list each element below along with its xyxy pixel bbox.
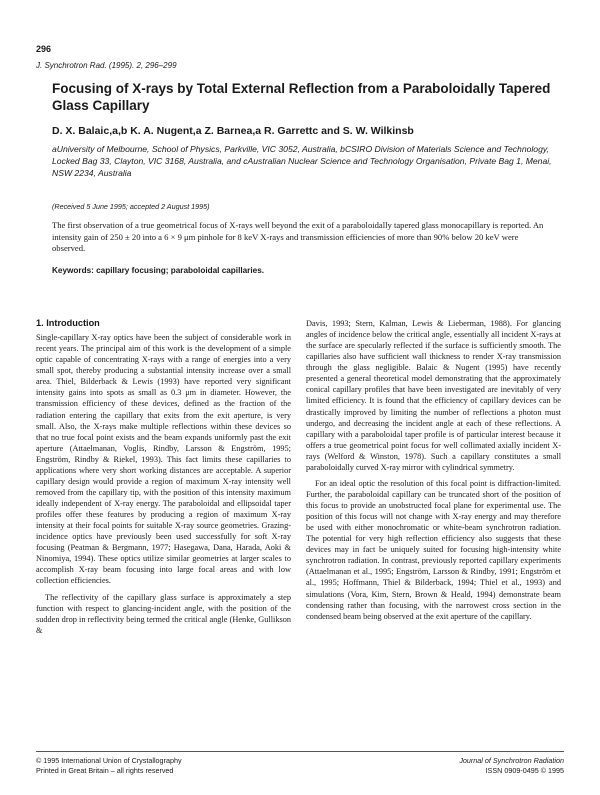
footer-left bbox=[36, 756, 182, 776]
printed-notice: Printed in Great Britain – all rights reserved bbox=[36, 766, 174, 775]
right-column bbox=[306, 318, 561, 622]
journal-name: Journal of Synchrotron Radiation bbox=[459, 756, 564, 765]
section-heading: 1. Introduction bbox=[36, 318, 100, 328]
page-number: 296 bbox=[36, 44, 52, 54]
paragraph: The reflectivity of the capillary glass surface is approximately a step function with respect to glancing-incident angle, with the position of the sudden drop in reflectivity being termed the critical angle (Henke, Gullikson & bbox=[36, 592, 291, 635]
keywords: Keywords: capillary focusing; paraboloidal capillaries. bbox=[52, 266, 265, 275]
paragraph: Davis, 1993; Stern, Kalman, Lewis & Lieberman, 1988). For glancing angles of incidence below the critical angle, essentially all incident X-rays at the surface are specularly reflected if the surface is sufficiently smooth. The capillaries also have sufficient wall thickness to render X-ray transmission through the glass negligible. Balaic & Nugent (1995) have recently presented a general theoretical model demonstrating that the approximately conical capillary profiles that have been investigated are inevitably of very limited efficiency. It is found that the efficiency of capillary devices can be drastically improved by limiting the number of reflections a photon must undergo, and decreasing the incident angle at each of these reflections. A capillary with a paraboloidal taper profile is of particular interest because it offers a true geometrical point focus for well collimated axially incident X-rays (Welford & Winston, 1978). Such a capillary constitutes a small paraboloidally curved X-ray mirror with cylindrical symmetry. bbox=[306, 319, 561, 472]
footer-right bbox=[426, 756, 564, 776]
journal-citation: J. Synchrotron Rad. (1995). 2, 296–299 bbox=[36, 61, 177, 70]
affiliations: aUniversity of Melbourne, School of Physics, Parkville, VIC 3052, Australia, bCSIRO Division of Materials Science and Technology, Locked Bag 33, Clayton, VIC 3168, Australia, and cAustralian Nuclear Science and Technology Organisation, Private Bag 1, Menai, NSW 2234, Australia bbox=[52, 144, 552, 179]
received-dates: (Received 5 June 1995; accepted 2 August 1995) bbox=[52, 202, 210, 211]
copyright-notice: © 1995 International Union of Crystallography bbox=[36, 756, 182, 765]
footer-divider bbox=[36, 751, 564, 752]
author-list: D. X. Balaic,a,b K. A. Nugent,a Z. Barnea,a R. Garrettc and S. W. Wilkinsb bbox=[52, 125, 414, 137]
left-column bbox=[36, 318, 291, 636]
article-title: Focusing of X-rays by Total External Reflection from a Paraboloidally Tapered Glass Capillary bbox=[52, 81, 551, 113]
issn: ISSN 0909-0495 © 1995 bbox=[485, 766, 564, 775]
abstract: The first observation of a true geometrical focus of X-rays well beyond the exit of a paraboloidally tapered glass monocapillary is reported. An intensity gain of 250 ± 20 into a 6 × 9 μm pinhole for 8 keV X-rays and transmission efficiencies of more than 90% below 20 keV were observed. bbox=[52, 220, 544, 254]
paragraph: For an ideal optic the resolution of this focal point is diffraction-limited. Further, the paraboloidal capillary can be truncated short of the position of this focus to provide an unobstructed focal plane for experimental use. The position of this focus will not change with X-ray energy and may therefore be used with either monochromatic or white-beam synchrotron radiation. The potential for very high reflection efficiency also suggests that these devices may in fact be uniquely suited for focusing high-intensity white synchrotron radiation. In contrast, previously reported capillary experiments (Attaelmanan et al., 1995; Engström, Larsson & Rindby, 1991; Engström et al., 1995; Hoffmann, Thiel & Bilderback, 1994; Thiel et al., 1993) and simulations (Vora, Kim, Stern, Brown & Heald, 1994) demonstrate beam condensing rather than focusing, with the narrowest cross section in the condensed beam being observed at the exit aperture of the capillary. bbox=[306, 478, 561, 621]
paragraph: Single-capillary X-ray optics have been the subject of considerable work in recent years. The principal aim of this work is the development of a simple optic capable of concentrating X-rays with a range of energies into a very small spot, thereby producing a substantial intensity increase over a small area. Thiel, Bilderback & Lewis (1993) have reported very significant intensity gains into spots as small as 0.3 μm in diameter. However, the transmission efficiency of these devices, defined as the fraction of the radiation entering the capillary that exits from the exit aperture, is very small. Also, the X-rays make multiple reflections within these devices so that no true focal point exists and the beam expands uniformly past the exit aperture (Attaelmanan, Voglis, Rindby, Larsson & Engström, 1995; Engström, Rindby & Riekel, 1993). This fact limits these capillaries to applications where very short working distances are acceptable. A superior capillary design would provide a region of maximum X-ray intensity well removed from the capillary tip, with the position of this intensity maximum ideally independent of X-ray energy. The paraboloidal and ellipsoidal taper profiles offer these features by producing a region of maximum X-ray intensity at their focal points for suitable X-ray source geometries. Grazing-incidence optics have previously been used successfully for soft X-ray focusing (Peatman & Bergmann, 1977; Hasegawa, Dana, Harada, Aoki & Ninomiya, 1994). These optics utilize similar geometries at larger scales to accomplish X-ray beam focusing into large focal areas and with low collection efficiencies. bbox=[36, 333, 291, 586]
